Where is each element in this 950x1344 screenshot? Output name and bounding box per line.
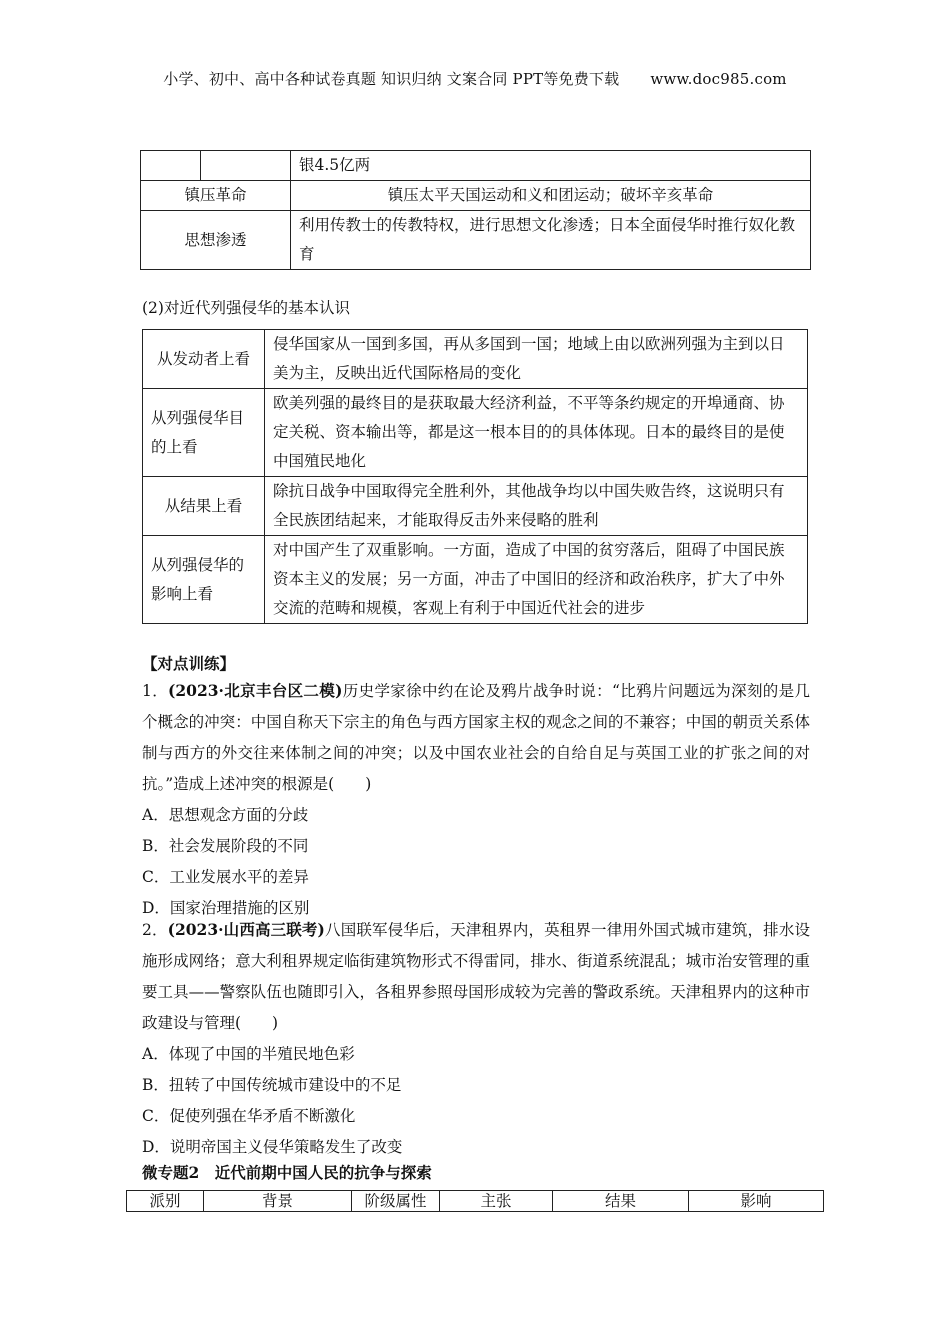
header-site-link[interactable]: www.doc985.com: [650, 70, 787, 88]
question-1: [142, 675, 810, 924]
table-row: [143, 477, 808, 536]
row-label: 从列强侵华的影响上看: [143, 536, 265, 624]
table-header-row: [127, 1191, 824, 1212]
header-text: 小学、初中、高中各种试卷真题 知识归纳 文案合同 PPT等免费下载: [163, 70, 620, 88]
question-text: 历史学家徐中约在论及鸦片战争时说：“比鸦片问题远为深刻的是几个概念的冲突：中国自称天下宗主的角色与西方国家主权的观念之间的不兼容；中国的朝贡关系体制与西方的外交往来体制之间的冲突；以及中国农业社会的自给自足与英国工业的扩张之间的对抗。”造成上述冲突的根源是( ): [142, 682, 810, 793]
table-cell: [141, 151, 201, 181]
invasion-methods-table: [140, 150, 811, 270]
practice-heading: 【对点训练】: [142, 654, 236, 673]
row-label: 从发动者上看: [143, 330, 265, 389]
table-cell: 银4.5亿两: [291, 151, 811, 181]
row-content: 利用传教士的传教特权，进行思想文化渗透；日本全面侵华时推行奴化教育: [291, 211, 811, 270]
column-header: 派别: [127, 1191, 204, 1212]
question-2-stem: [142, 914, 810, 1039]
row-content: 欧美列强的最终目的是获取最大经济利益，不平等条约规定的开埠通商、协定关税、资本输出等，都是这一根本目的的具体体现。日本的最终目的是使中国殖民地化: [265, 389, 808, 477]
column-header: 阶级属性: [352, 1191, 440, 1212]
row-content: 除抗日战争中国取得完全胜利外，其他战争均以中国失败告终，这说明只有全民族团结起来，才能取得反击外来侵略的胜利: [265, 477, 808, 536]
option-a[interactable]: A．思想观念方面的分歧: [142, 806, 309, 824]
row-content: 对中国产生了双重影响。一方面，造成了中国的贫穷落后，阻碍了中国民族资本主义的发展；另一方面，冲击了中国旧的经济和政治秩序，扩大了中外交流的范畴和规模，客观上有利于中国近代社会的进步: [265, 536, 808, 624]
struggle-exploration-table: [126, 1190, 824, 1212]
question-source: (2023·北京丰台区二模): [168, 681, 343, 700]
question-text: 八国联军侵华后，天津租界内，英租界一律用外国式城市建筑，排水设施形成网络；意大利租界规定临街建筑物形式不得雷同，排水、街道系统混乱；城市治安管理的重要工具——警察队伍也随即引入，各租界参照母国形成较为完善的警政系统。天津租界内的这种市政建设与管理( ): [142, 921, 810, 1032]
column-header: 结果: [553, 1191, 689, 1212]
row-label: 镇压革命: [141, 181, 291, 211]
table-cell: [201, 151, 291, 181]
option-d[interactable]: D．说明帝国主义侵华策略发生了改变: [142, 1138, 403, 1156]
column-header: 背景: [204, 1191, 352, 1212]
table-row: [143, 536, 808, 624]
table-row: [141, 181, 811, 211]
option-b[interactable]: B．社会发展阶段的不同: [142, 837, 309, 855]
row-label: 从结果上看: [143, 477, 265, 536]
topic-title: 微专题2 近代前期中国人民的抗争与探索: [142, 1163, 432, 1182]
column-header: 主张: [440, 1191, 553, 1212]
table-row: [143, 389, 808, 477]
row-content: 镇压太平天国运动和义和团运动；破坏辛亥革命: [291, 181, 811, 211]
invasion-understanding-table: [142, 329, 808, 624]
section-title: (2)对近代列强侵华的基本认识: [142, 299, 350, 317]
table-row: [141, 211, 811, 270]
question-number: 1．: [142, 682, 169, 700]
question-source: (2023·山西高三联考): [167, 920, 325, 939]
row-label: 从列强侵华目的上看: [143, 389, 265, 477]
question-1-stem: [142, 675, 810, 800]
question-number: 2．: [142, 921, 168, 939]
option-d[interactable]: D．国家治理措施的区别: [142, 899, 310, 917]
row-label: 思想渗透: [141, 211, 291, 270]
table-row: [143, 330, 808, 389]
question-2: [142, 914, 810, 1163]
option-a[interactable]: A．体现了中国的半殖民地色彩: [142, 1045, 355, 1063]
table-row: [141, 151, 811, 181]
column-header: 影响: [689, 1191, 824, 1212]
option-c[interactable]: C．工业发展水平的差异: [142, 868, 309, 886]
option-b[interactable]: B．扭转了中国传统城市建设中的不足: [142, 1076, 402, 1094]
option-c[interactable]: C．促使列强在华矛盾不断激化: [142, 1107, 356, 1125]
row-content: 侵华国家从一国到多国，再从多国到一国；地域上由以欧洲列强为主到以日美为主，反映出近代国际格局的变化: [265, 330, 808, 389]
page-header: [0, 68, 950, 89]
